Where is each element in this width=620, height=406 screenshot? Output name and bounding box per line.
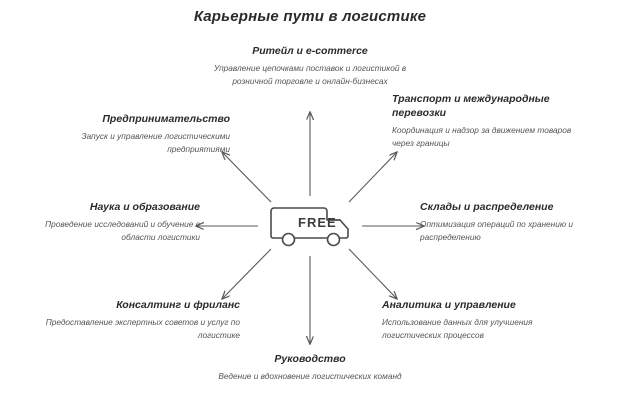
arrow-up-left xyxy=(222,152,271,202)
node-transport[interactable] xyxy=(392,92,592,149)
node-science-desc: Проведение исследований и обучение в области логистики xyxy=(45,219,200,242)
node-analytics-label: Аналитика и управление xyxy=(382,299,516,311)
node-entrepreneurship-label: Предпринимательство xyxy=(102,113,230,125)
node-science-label: Наука и образование xyxy=(89,201,200,213)
node-consulting-label: Консалтинг и фриланс xyxy=(116,299,240,311)
node-retail-label: Ритейл и e-commerce xyxy=(252,45,368,57)
node-retail-desc: Управление цепочками поставок и логистикой в розничной торговле и онлайн-бизнесах xyxy=(213,63,407,86)
page-title: Карьерные пути в логистике xyxy=(193,8,427,25)
node-science[interactable] xyxy=(28,200,200,243)
svg-text:FREE: FREE xyxy=(298,215,337,230)
node-entrepreneurship[interactable] xyxy=(30,112,230,155)
node-transport-desc: Координация и надзор за движением товаров через границы xyxy=(392,125,572,148)
node-warehouse-desc: Оптимизация операций по хранению и распределению xyxy=(420,219,574,242)
node-consulting[interactable] xyxy=(30,298,240,341)
node-warehouse[interactable] xyxy=(420,200,592,243)
node-warehouse-label: Склады и распределение xyxy=(420,201,554,213)
node-leadership-label: Руководство xyxy=(274,353,346,365)
node-consulting-desc: Предоставление экспертных советов и услуг по логистике xyxy=(45,317,240,340)
node-analytics-desc: Использование данных для улучшения логистических процессов xyxy=(382,317,533,340)
arrow-down-left xyxy=(222,249,271,299)
node-analytics[interactable] xyxy=(382,298,592,341)
node-transport-label: Транспорт и международные перевозки xyxy=(392,93,550,120)
arrow-down-right xyxy=(349,249,397,299)
delivery-truck-icon xyxy=(262,198,358,252)
node-leadership-desc: Ведение и вдохновение логистических команд xyxy=(218,371,402,382)
node-leadership[interactable] xyxy=(200,352,420,383)
arrow-up-right xyxy=(349,152,397,202)
node-entrepreneurship-desc: Запуск и управление логистическими предприятиями xyxy=(81,131,230,154)
node-retail[interactable] xyxy=(197,44,423,87)
